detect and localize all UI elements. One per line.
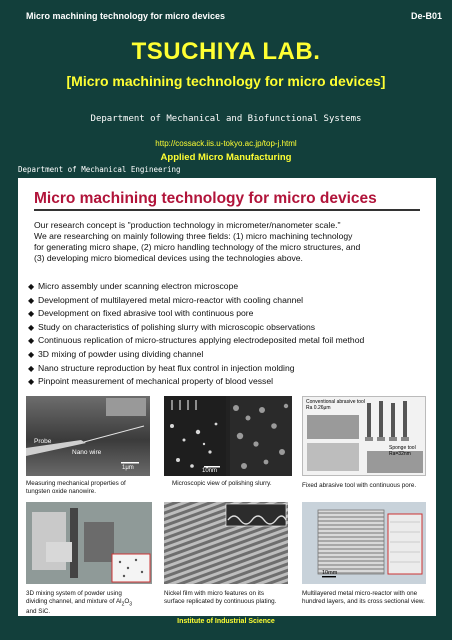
scale-label: 10nm — [202, 468, 218, 474]
slurry-particles-graphic — [164, 396, 292, 476]
figure-caption: Multilayered metal micro-reactor with one hundred layers, and its cross sectional view. — [302, 590, 425, 605]
scale-label: 1μm — [122, 465, 134, 471]
department-name: Department of Mechanical and Biofunctional Systems — [90, 114, 362, 124]
diamond-bullet-icon: ◆ — [28, 295, 35, 305]
top-bar-title: Micro machining technology for micro devices — [26, 11, 226, 21]
probe-label: Probe — [34, 438, 52, 445]
diamond-bullet-icon: ◆ — [28, 309, 35, 319]
list-item: ◆ Nano structure reproduction by heat flux control in injection molding — [28, 362, 428, 376]
research-topic-list — [28, 280, 428, 389]
diamond-bullet-icon: ◆ — [28, 336, 35, 346]
diamond-bullet-icon: ◆ — [28, 377, 35, 387]
title-divider — [34, 209, 420, 211]
header — [0, 26, 452, 176]
diamond-bullet-icon: ◆ — [28, 282, 35, 291]
nanowire-label: Nano wire — [72, 449, 102, 456]
sem-nanowire-image — [26, 396, 150, 476]
figure-caption: 3D mixing system of powder using dividing channel, and mixture of $Al_2O_3$ and SiC. — [26, 590, 133, 616]
poster-id: De-B01 — [410, 11, 442, 21]
mixing-system-graphic — [26, 502, 152, 584]
main-panel — [18, 178, 436, 616]
nanowire-probe-graphic — [26, 396, 150, 476]
list-item: ◆ Pinpoint measurement of mechanical property of blood vessel — [28, 375, 428, 389]
lab-subtitle: [Micro machining technology for micro devices] — [66, 73, 386, 89]
intro-line: for generating micro shape, (2) micro handling technology of the micro structures, and — [34, 242, 361, 252]
lab-name: TSUCHIYA LAB. — [131, 38, 321, 65]
diamond-bullet-icon: ◆ — [28, 349, 35, 359]
top-bar — [0, 0, 452, 26]
applied-micro-manufacturing: Applied Micro Manufacturing — [160, 152, 292, 163]
micro-reactor-image — [302, 502, 426, 584]
sponge-tool-label: Sponge tool Ra=32nm — [389, 445, 416, 457]
department-secondary: Department of Mechanical Engineering — [18, 165, 181, 174]
figure-micro-reactor — [302, 502, 436, 614]
main-title: Micro machining technology for micro devices — [34, 190, 377, 207]
list-item: ◆ Study on characteristics of polishing slurry with microscopic observations — [28, 321, 428, 335]
intro-line: (3) developing micro biomedical devices using the technologies above. — [34, 253, 303, 263]
nickel-film-image — [164, 502, 288, 584]
figure-nanowire — [26, 396, 150, 516]
intro-text — [34, 220, 424, 264]
figure-3d-mixing — [26, 502, 160, 614]
list-item: ◆ Continuous replication of micro-structures applying electrodeposited metal foil method — [28, 334, 428, 348]
list-item: ◆ Development of multilayered metal micro-reactor with cooling channel — [28, 294, 428, 308]
micro-reactor-graphic — [302, 502, 426, 584]
scale-label: 10mm — [322, 570, 338, 576]
diamond-bullet-icon: ◆ — [28, 363, 35, 373]
footer-institute: Institute of Industrial Science — [177, 618, 275, 625]
nickel-film-graphic — [164, 502, 288, 584]
figure-polishing-slurry — [164, 396, 292, 516]
abrasive-tool-image — [302, 396, 426, 476]
list-item: ◆ Micro assembly under scanning electron microscope — [28, 280, 428, 294]
conventional-tool-label: Conventional abrasive tool Ra 0.26μm — [306, 399, 365, 411]
intro-line: We are researching on mainly following three fields: (1) micro machining technology — [34, 231, 353, 241]
list-item: ◆ 3D mixing of powder using dividing channel — [28, 348, 428, 362]
figure-caption: Measuring mechanical properties of tungsten oxide nanowire. — [26, 480, 126, 495]
slurry-micrograph-image — [164, 396, 292, 476]
figure-caption: Fixed abrasive tool with continuous pore. — [302, 482, 417, 489]
figure-caption: Nickel film with micro features on its surface replicated by continuous plating. — [164, 590, 277, 605]
intro-line: Our research concept is "production technology in micrometer/nanometer scale." — [34, 220, 341, 230]
lab-url-link[interactable]: http://cossack.iis.u-tokyo.ac.jp/top-j.html — [155, 139, 297, 148]
mixing-system-image — [26, 502, 152, 584]
list-item: ◆ Development on fixed abrasive tool with continuous pore — [28, 307, 428, 321]
figure-nickel-film — [164, 502, 296, 614]
diamond-bullet-icon: ◆ — [28, 322, 35, 332]
figure-abrasive-tool — [302, 396, 430, 516]
figure-caption: Microscopic view of polishing slurry. — [172, 480, 272, 487]
